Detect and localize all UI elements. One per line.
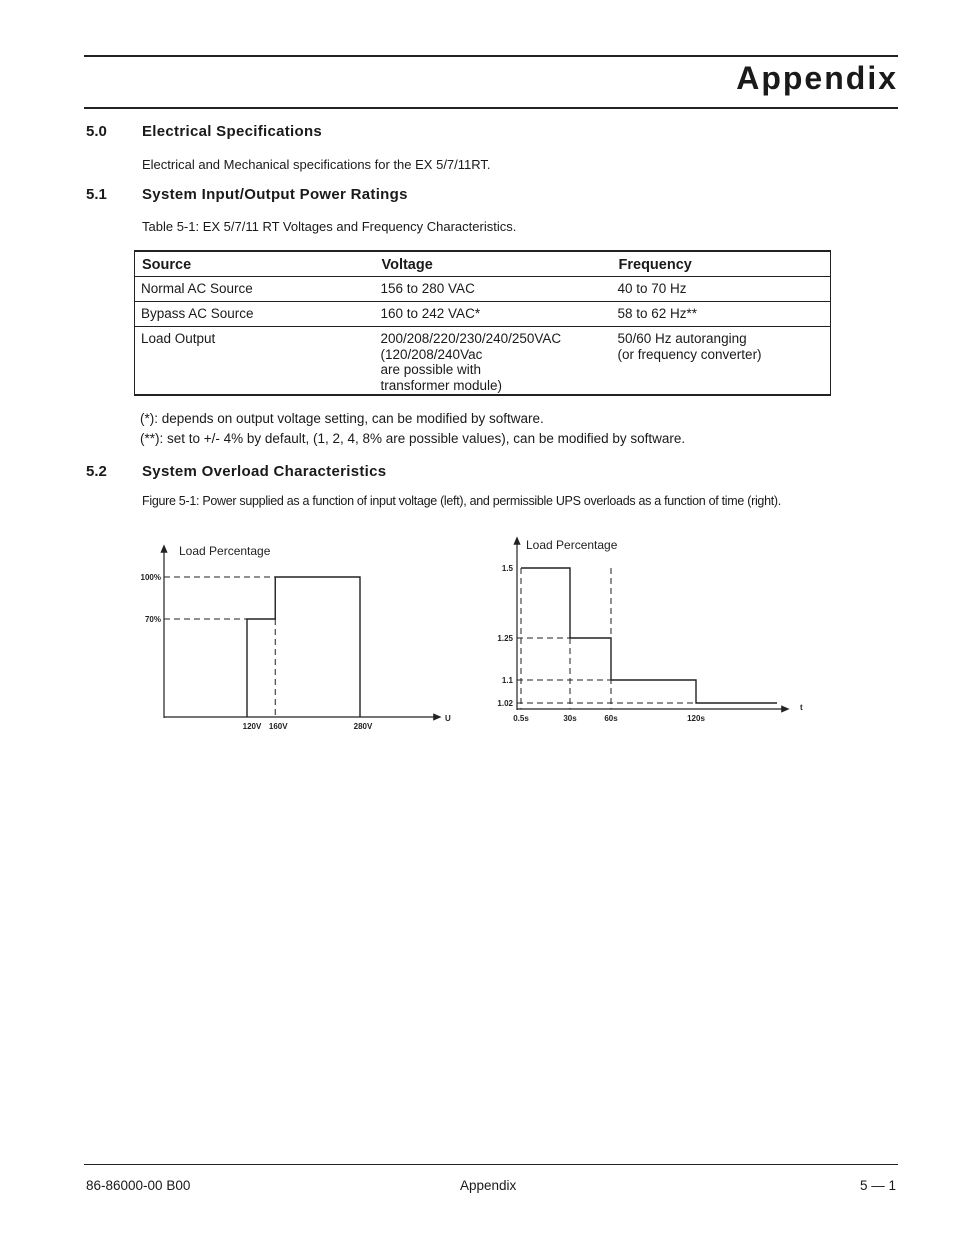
table-note: (*): depends on output voltage setting, can be modified by software.: [140, 411, 544, 426]
series-line: [521, 568, 777, 703]
section-text: Electrical and Mechanical specifications for the EX 5/7/11RT.: [142, 157, 491, 172]
y-tick-label: 70%: [144, 615, 161, 624]
table-cell: Normal AC Source: [141, 281, 253, 296]
x-axis-label: t: [800, 703, 803, 712]
y-tick-label: 1.02: [497, 699, 513, 708]
table-note: (**): set to +/- 4% by default, (1, 2, 4, 8% are possible values), can be modified by software.: [140, 431, 686, 446]
section-title: System Input/Output Power Ratings: [142, 186, 408, 203]
table-caption: Table 5-1: EX 5/7/11 RT Voltages and Frequency Characteristics.: [142, 219, 517, 234]
table-cell: 160 to 242 VAC*: [380, 306, 481, 321]
table-cell: 58 to 62 Hz**: [617, 306, 698, 321]
section-number: 5.0: [86, 123, 107, 140]
table-cell: Bypass AC Source: [141, 306, 254, 321]
footer-section: Appendix: [460, 1178, 517, 1193]
y-tick-label: 1.5: [501, 564, 513, 573]
y-axis-label: Load Percentage: [179, 544, 271, 558]
x-tick-label: 280V: [353, 722, 373, 731]
table-cell: 50/60 Hz autoranging (or frequency converter): [617, 331, 762, 362]
table-cell: 200/208/220/230/240/250VAC (120/208/240Vac are possible with transformer module): [380, 331, 562, 393]
series-line: [247, 577, 360, 717]
x-tick-label: 120V: [242, 722, 262, 731]
section-title: Electrical Specifications: [142, 123, 323, 140]
x-tick-label: 60s: [604, 714, 618, 723]
section-number: 5.1: [86, 186, 107, 203]
x-tick-label: 0.5s: [513, 714, 529, 723]
header-top-rule: [84, 55, 898, 57]
x-axis-label: U: [445, 714, 451, 723]
x-tick-label: 120s: [687, 714, 705, 723]
y-tick-label: 100%: [140, 573, 161, 582]
section-title: System Overload Characteristics: [142, 463, 387, 480]
x-tick-label: 30s: [563, 714, 577, 723]
x-tick-label: 160V: [268, 722, 288, 731]
footer-rule: [84, 1164, 898, 1165]
page-title: Appendix: [736, 60, 898, 96]
figure-caption: Figure 5-1: Power supplied as a function of input voltage (left), and permissible UPS overloads as a function of time (right).: [142, 494, 781, 508]
y-tick-label: 1.25: [497, 634, 513, 643]
column-header: Frequency: [618, 256, 692, 273]
table-row: [135, 327, 831, 396]
table-row: [135, 302, 831, 327]
y-tick-label: 1.1: [501, 676, 513, 685]
overload-time-chart: [490, 534, 820, 734]
voltage-load-chart: [130, 538, 460, 738]
table-cell: 40 to 70 Hz: [617, 281, 687, 296]
table-cell: Load Output: [141, 331, 216, 346]
table-header-row: [135, 251, 831, 277]
chart-plot: [497, 540, 786, 723]
header-bottom-rule: [84, 107, 898, 109]
table-row: [135, 277, 831, 302]
footer-doc-number: 86-86000-00 B00: [86, 1178, 191, 1193]
footer-page-number: 5 — 1: [859, 1178, 896, 1193]
column-header: Voltage: [381, 256, 433, 273]
specs-table: [134, 250, 831, 396]
y-axis-label: Load Percentage: [526, 538, 618, 552]
table-cell: 156 to 280 VAC: [380, 281, 475, 296]
column-header: Source: [142, 256, 192, 273]
chart-plot: [141, 548, 438, 731]
section-number: 5.2: [86, 463, 107, 480]
